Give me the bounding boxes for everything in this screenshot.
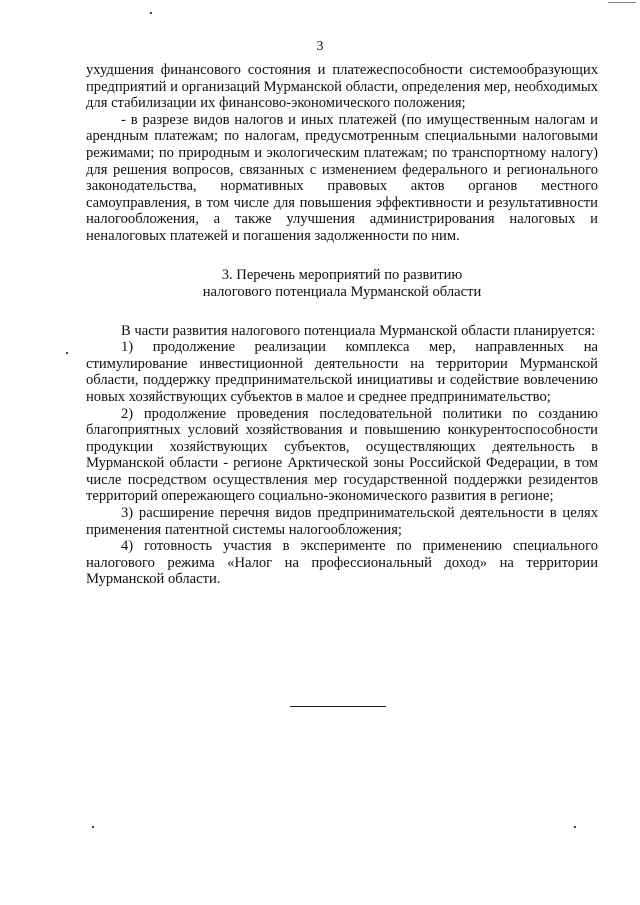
scan-artifact-line xyxy=(608,2,636,3)
scan-dot xyxy=(574,826,576,828)
list-item: 3) расширение перечня видов предпринимательской деятельности в целях применения патентной системы налогообложения; xyxy=(86,505,598,538)
end-separator-line xyxy=(290,706,386,707)
scan-dot xyxy=(66,352,68,354)
section-heading-line-1: 3. Перечень мероприятий по развитию xyxy=(221,266,463,283)
list-item: 4) готовность участия в эксперименте по применению специального налогового режима «Налог на профессиональный доход» на территории Мурманской области. xyxy=(86,538,598,588)
document-body xyxy=(86,62,598,588)
section-intro: В части развития налогового потенциала Мурманской области планируется: xyxy=(121,322,596,339)
list-item: 1) продолжение реализации комплекса мер, направленных на стимулирование инвестиционной деятельности на территории Мурманской области, поддержку предпринимательской инициативы и содействие вовлечению новых хозяйствующих субъектов в малое и среднее предпринимательство; xyxy=(86,339,598,405)
page-number: 3 xyxy=(316,39,324,54)
paragraph: - в разрезе видов налогов и иных платежей (по имущественным налогам и арендным платежам; по налогам, предусмотренным специальными налоговыми режимами; по природным и экологическим платежам; по транспортному налогу) для решения вопросов, связанных с изменением федерального и регионального законодательства, нормативных правовых актов органов местного самоуправления, в том числе для повышения эффективности и результативности налогообложения, а также улучшения администрирования налоговых и неналоговых платежей и погашения задолженности по ним. xyxy=(86,111,598,244)
section-heading-line-2: налогового потенциала Мурманской области xyxy=(202,283,482,300)
section-heading xyxy=(86,267,598,301)
paragraph: ухудшения финансового состояния и платежеспособности системообразующих предприятий и организаций Мурманской области, определения мер, необходимых для стабилизации их финансово-экономического положения; xyxy=(86,62,598,112)
scan-dot xyxy=(150,12,152,14)
scan-dot xyxy=(92,826,94,828)
list-item: 2) продолжение проведения последовательной политики по созданию благоприятных условий хозяйствования и повышению конкурентоспособности продукции хозяйствующих субъектов, осуществляющих деятельность в Мурманской области - регионе Арктической зоны Российской Федерации, в том числе посредством осуществления мер государственной поддержки резидентов территорий опережающего социально-экономического развития в регионе; xyxy=(86,405,598,505)
